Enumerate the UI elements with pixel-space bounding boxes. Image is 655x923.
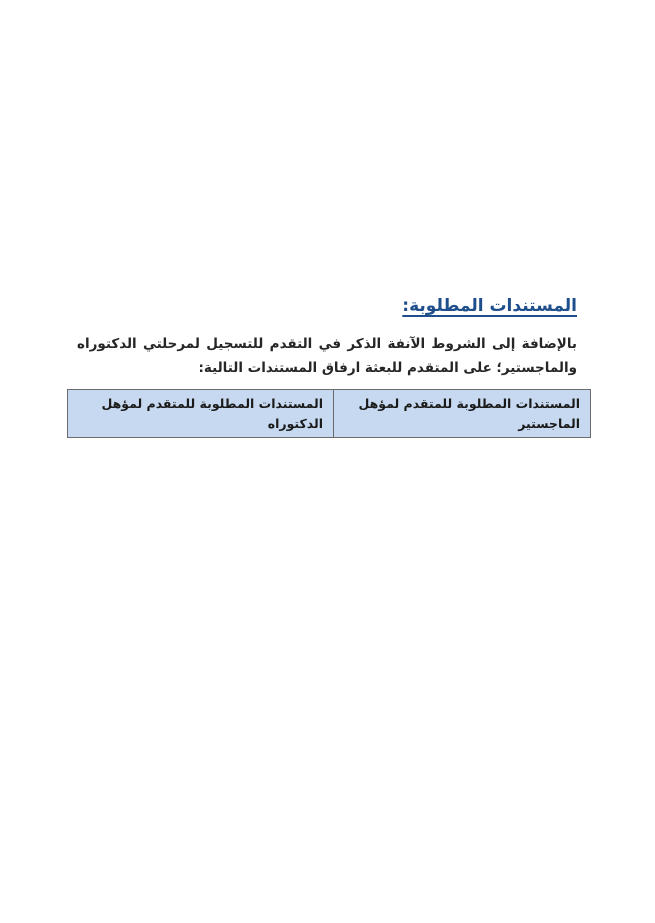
table-header-masters: المستندات المطلوبة للمتقدم لمؤهل الماجستير [334, 390, 591, 438]
table-header-phd: المستندات المطلوبة للمتقدم لمؤهل الدكتوراه [68, 390, 334, 438]
table-header-row [68, 390, 591, 438]
requirements-table [67, 389, 591, 438]
section-heading: المستندات المطلوبة: [402, 296, 577, 316]
intro-paragraph: بالإضافة إلى الشروط الآنفة الذكر في التقدم للتسجيل لمرحلتي الدكتوراه والماجستير؛ على المتقدم للبعثة ارفاق المستندات التالية: [77, 336, 577, 376]
